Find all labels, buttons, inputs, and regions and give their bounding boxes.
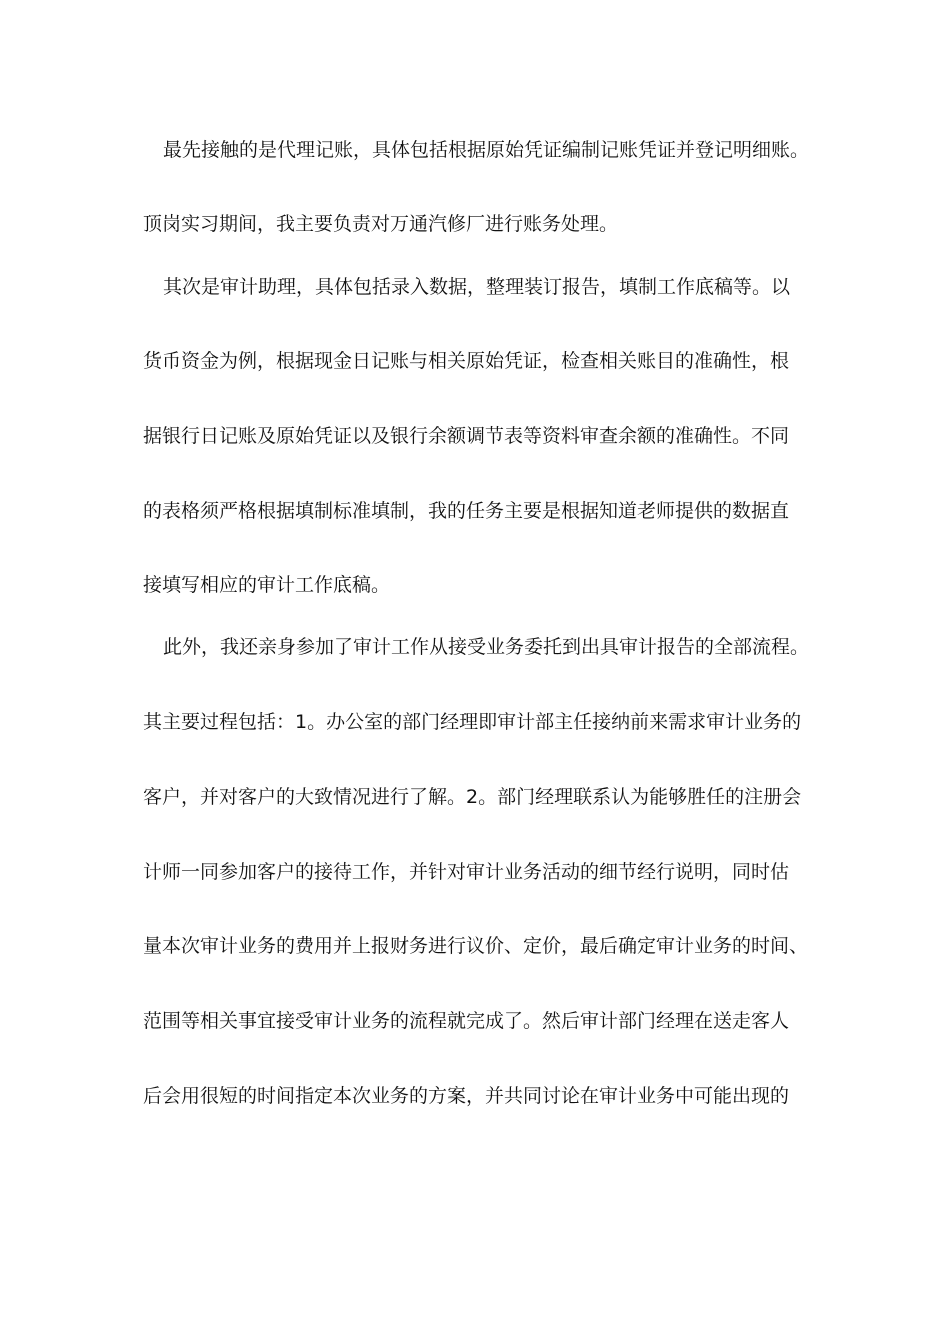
paragraph-1-line-2: 顶岗实习期间，我主要负责对万通汽修厂进行账务处理。 — [143, 213, 619, 235]
paragraph-3-line-2: 其主要过程包括：1。办公室的部门经理即审计部主任接纳前来需求审计业务的 — [143, 711, 802, 733]
paragraph-3-line-4: 计师一同参加客户的接待工作，并针对审计业务活动的细节经行说明，同时估 — [143, 861, 790, 883]
paragraph-3-line-3: 客户，并对客户的大致情况进行了解。2。部门经理联系认为能够胜任的注册会 — [143, 786, 802, 808]
paragraph-3-line-6: 范围等相关事宜接受审计业务的流程就完成了。然后审计部门经理在送走客人 — [143, 1010, 790, 1032]
paragraph-2-line-1: 其次是审计助理，具体包括录入数据，整理装订报告，填制工作底稿等。以 — [163, 276, 791, 298]
paragraph-2-line-3: 据银行日记账及原始凭证以及银行余额调节表等资料审查余额的准确性。不同 — [143, 425, 790, 447]
paragraph-2-line-4: 的表格须严格根据填制标准填制，我的任务主要是根据知道老师提供的数据直 — [143, 500, 790, 522]
paragraph-3-line-5: 量本次审计业务的费用并上报财务进行议价、定价，最后确定审计业务的时间、 — [143, 935, 809, 957]
paragraph-3-line-1: 此外，我还亲身参加了审计工作从接受业务委托到出具审计报告的全部流程。 — [163, 636, 810, 658]
paragraph-2-line-5: 接填写相应的审计工作底稿。 — [143, 574, 391, 596]
paragraph-1-line-1: 最先接触的是代理记账，具体包括根据原始凭证编制记账凭证并登记明细账。 — [163, 139, 810, 161]
paragraph-2-line-2: 货币资金为例，根据现金日记账与相关原始凭证，检查相关账目的准确性，根 — [143, 350, 790, 372]
paragraph-3-line-7: 后会用很短的时间指定本次业务的方案，并共同讨论在审计业务中可能出现的 — [143, 1085, 790, 1107]
